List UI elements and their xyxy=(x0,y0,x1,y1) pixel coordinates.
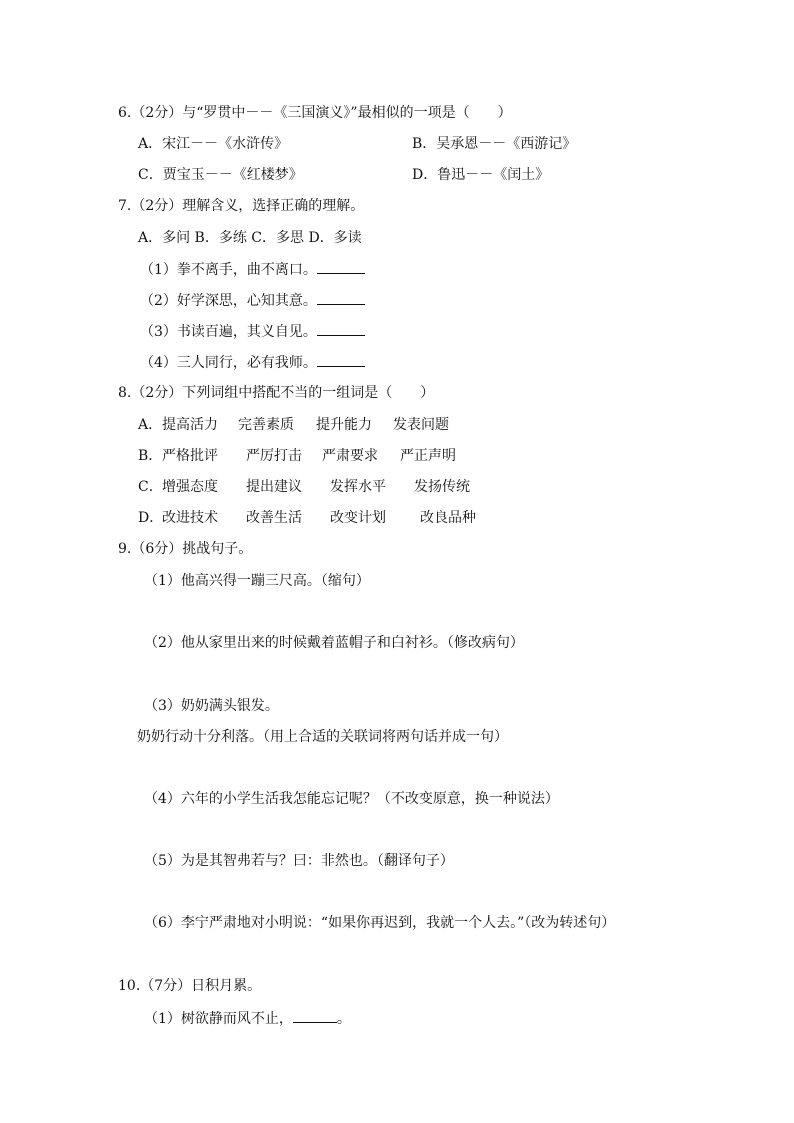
q8-word: 严肃要求 xyxy=(322,448,378,464)
q8-word: 完善素质 xyxy=(238,417,294,433)
q10-item-1-end: 。 xyxy=(336,1011,351,1027)
q8-row-label: B． xyxy=(138,448,163,464)
q8-word: 改善生活 xyxy=(246,510,302,526)
q8-row-c xyxy=(138,477,163,497)
q7-item-2 xyxy=(140,290,365,311)
q8-row-label: C． xyxy=(138,479,163,495)
answer-blank[interactable] xyxy=(317,259,365,274)
q7-item-1 xyxy=(140,259,365,280)
q6-option-c: C．贾宝玉－－《红楼梦》 xyxy=(138,167,303,183)
q8-word: 发表问题 xyxy=(393,417,449,433)
q7-item-3 xyxy=(140,321,365,342)
q10-item-1-text: （1）树欲静而风不止， xyxy=(144,1011,293,1027)
answer-blank[interactable] xyxy=(293,1008,337,1023)
q8-row-label: D． xyxy=(138,510,164,526)
q8-row-a xyxy=(138,415,162,435)
answer-blank[interactable] xyxy=(317,290,365,305)
q8-row-b xyxy=(138,446,162,466)
answer-blank[interactable] xyxy=(317,352,365,367)
q8-row-d xyxy=(138,508,163,528)
q9-item-4: （4）六年的小学生活我怎能忘记呢？（不改变原意，换一种说法） xyxy=(144,791,559,807)
q8-word: 发挥水平 xyxy=(330,479,386,495)
q8-word: 严格批评 xyxy=(162,448,218,464)
q6-option-a: A．宋江－－《水浒传》 xyxy=(138,136,289,152)
q8-word: 改进技术 xyxy=(162,510,218,526)
q7-stem: 7.（2分）理解含义，选择正确的理解。 xyxy=(118,198,365,214)
q7-item-4-text: （4）三人同行，必有我师。 xyxy=(140,355,317,371)
q9-item-3: （3）奶奶满头银发。 xyxy=(144,698,279,714)
q8-word: 严厉打击 xyxy=(246,448,302,464)
q7-item-2-text: （2）好学深思，心知其意。 xyxy=(140,293,317,309)
q8-word: 提出建议 xyxy=(246,479,302,495)
q8-word: 改变计划 xyxy=(330,510,386,526)
q6-option-d: D．鲁迅－－《闰土》 xyxy=(412,167,550,183)
q8-word: 增强态度 xyxy=(162,479,218,495)
q7-item-1-text: （1）拳不离手，曲不离口。 xyxy=(140,262,317,278)
q6-option-b: B．吴承恩－－《西游记》 xyxy=(412,136,577,152)
q8-stem: 8.（2分）下列词组中搭配不当的一组词是（ ） xyxy=(118,385,435,401)
q9-item-1: （1）他高兴得一蹦三尺高。（缩句） xyxy=(144,573,370,589)
q7-item-3-text: （3）书读百遍，其义自见。 xyxy=(140,324,317,340)
q8-row-label: A． xyxy=(138,417,163,433)
q9-item-6: （6）李宁严肃地对小明说：“如果你再迟到，我就一个人去。”（改为转述句） xyxy=(144,915,616,931)
q8-word: 提升能力 xyxy=(316,417,372,433)
q9-item-2: （2）他从家里出来的时候戴着蓝帽子和白衬衫。（修改病句） xyxy=(144,635,524,651)
answer-blank[interactable] xyxy=(317,321,365,336)
q10-item-1 xyxy=(144,1008,351,1029)
q6-stem: 6.（2分）与“罗贯中－－《三国演义》”最相似的一项是（ ） xyxy=(118,105,512,121)
q9-item-3-cont: 奶奶行动十分利落。（用上合适的关联词将两句话并成一句） xyxy=(137,729,508,745)
q8-word: 提高活力 xyxy=(162,417,218,433)
q10-stem: 10.（7分）日积月累。 xyxy=(118,978,262,994)
q7-choices: A．多问 B．多练 C．多思 D．多读 xyxy=(138,230,362,246)
q8-word: 改良品种 xyxy=(420,510,476,526)
q9-item-5: （5）为是其智弗若与？曰：非然也。（翻译句子） xyxy=(144,853,454,869)
q7-item-4 xyxy=(140,352,365,373)
q8-word: 发扬传统 xyxy=(414,479,470,495)
q9-stem: 9.（6分）挑战句子。 xyxy=(118,541,253,557)
q8-word: 严正声明 xyxy=(400,448,456,464)
